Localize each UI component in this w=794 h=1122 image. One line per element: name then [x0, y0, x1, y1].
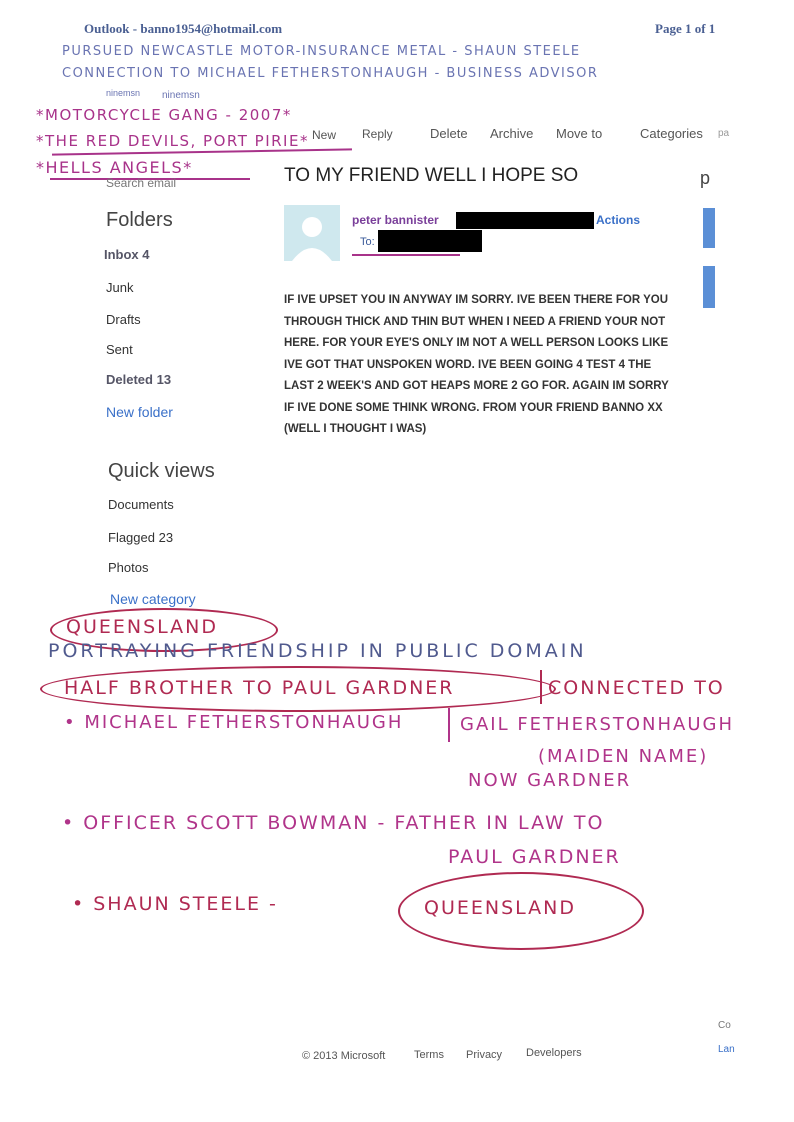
handwritten-michael: • MICHAEL FETHERSTONHAUGH: [64, 712, 404, 733]
sidebar-item-label: Drafts: [106, 312, 141, 327]
sidebar-item-drafts[interactable]: [106, 312, 141, 327]
message-body: IF IVE UPSET YOU IN ANYWAY IM SORRY. IVE BEEN THERE FOR YOU THROUGH THICK AND THIN BUT WHEN I NEED A FRIEND YOUR NOT HERE. FOR YOUR EYE'S ONLY IM NOT A WELL PERSON LOOKS LIKE IVE GOT THAT UNSPOKEN WORD. IVE BEEN GOING 4 TEST 4 THE LAST 2 WEEK'S AND GOT HEAPS MORE 2 GO FOR. AGAIN IM SORRY IF IVE DONE SOME THINK WRONG. FROM YOUR FRIEND BANNO XX (WELL I THOUGHT I WAS): [284, 294, 669, 435]
handwritten-gail: GAIL FETHERSTONHAUGH: [460, 714, 735, 735]
footer-developers-link[interactable]: Developers: [526, 1047, 582, 1059]
sidebar-item-label: Inbox: [104, 247, 139, 262]
handwritten-note-line1: PURSUED NEWCASTLE MOTOR-INSURANCE METAL - SHAUN STEELE: [62, 44, 581, 59]
handwritten-half-brother: HALF BROTHER TO PAUL GARDNER: [64, 677, 455, 699]
redacted-recipient: [378, 230, 482, 252]
toolbar-overflow: pa: [718, 128, 730, 139]
toolbar-reply-button[interactable]: Reply: [362, 127, 393, 141]
handwritten-motorcycle-gang: *MOTORCYCLE GANG - 2007*: [36, 106, 292, 124]
quick-view-flagged[interactable]: [108, 530, 173, 545]
sidebar-item-label: Sent: [106, 342, 133, 357]
handwritten-officer: • OFFICER SCOTT BOWMAN - FATHER IN LAW TO: [62, 812, 605, 834]
handwritten-maiden-name: (MAIDEN NAME): [538, 746, 709, 767]
sidebar-item-label: Junk: [106, 280, 134, 295]
toolbar-categories-button[interactable]: Categories: [640, 126, 703, 141]
sender-avatar: [284, 205, 340, 261]
ninemsn-logo-small: ninemsn: [106, 88, 141, 98]
divider-mark: [448, 708, 450, 742]
sidebar-item-inbox[interactable]: [104, 247, 150, 262]
sender-underline: [352, 254, 460, 256]
quick-view-documents[interactable]: [108, 497, 174, 512]
handwritten-now-gardner: NOW GARDNER: [468, 770, 632, 791]
sidebar-item-junk[interactable]: [106, 280, 133, 295]
toolbar-move-to-button[interactable]: Move to: [556, 126, 603, 141]
to-label: To:: [360, 236, 375, 248]
quick-view-label: Photos: [108, 560, 149, 575]
search-email-input[interactable]: Search email: [106, 176, 177, 190]
page-header-left: Outlook - banno1954@hotmail.com: [84, 21, 283, 36]
ninemsn-logo: ninemsn: [162, 90, 200, 101]
inbox-count: 4: [142, 247, 150, 262]
new-folder-link[interactable]: New folder: [106, 404, 173, 420]
side-panel-button-bottom[interactable]: [703, 266, 715, 308]
quick-view-label: Flagged: [108, 530, 155, 545]
quick-view-label: Documents: [108, 497, 174, 512]
handwritten-shaun-steele: • SHAUN STEELE -: [72, 893, 278, 915]
handwritten-note-line2: CONNECTION TO MICHAEL FETHERSTONHAUGH - BUSINESS ADVISOR: [62, 66, 599, 81]
handwritten-hells-angels: *HELLS ANGELS*: [36, 158, 193, 177]
flagged-count: 23: [158, 530, 174, 545]
toolbar-archive-button[interactable]: Archive: [490, 126, 534, 141]
handwritten-paul-gardner: PAUL GARDNER: [448, 846, 621, 868]
sidebar-item-label: Deleted: [106, 372, 153, 387]
handwritten-queensland: QUEENSLAND: [66, 616, 219, 638]
person-icon: [284, 205, 340, 261]
sidebar-item-sent[interactable]: [106, 342, 133, 357]
corner-link-bottom[interactable]: Lan: [718, 1044, 735, 1055]
side-panel-button-top[interactable]: [703, 208, 715, 248]
message-subject: TO MY FRIEND WELL I HOPE SO: [284, 165, 579, 186]
footer-copyright: © 2013 Microsoft: [302, 1050, 386, 1062]
handwritten-portraying: PORTRAYING FRIENDSHIP IN PUBLIC DOMAIN: [48, 640, 587, 662]
handwritten-red-devils: *THE RED DEVILS, PORT PIRIE*: [36, 132, 309, 150]
page-header-right: Page 1 of 1: [655, 21, 716, 36]
toolbar-new-button[interactable]: New: [312, 128, 337, 142]
sidebar-item-deleted[interactable]: [106, 372, 171, 387]
handwritten-connected-to: CONNECTED TO: [548, 677, 725, 699]
deleted-count: 13: [156, 372, 172, 387]
right-pane-cut-text: p: [700, 168, 711, 188]
divider-mark: [540, 670, 542, 704]
quick-views-heading: Quick views: [108, 460, 215, 482]
quick-view-photos[interactable]: [108, 560, 148, 575]
footer-privacy-link[interactable]: Privacy: [466, 1049, 503, 1061]
new-category-link[interactable]: New category: [110, 591, 196, 607]
redacted-sender-email: [456, 212, 594, 229]
corner-text-top: Co: [718, 1020, 731, 1031]
toolbar-delete-button[interactable]: Delete: [430, 126, 468, 141]
sender-name[interactable]: peter bannister: [352, 213, 439, 227]
folders-heading: Folders: [106, 209, 173, 231]
footer-terms-link[interactable]: Terms: [414, 1049, 444, 1061]
actions-menu[interactable]: Actions: [596, 213, 641, 227]
handwritten-queensland-2: QUEENSLAND: [424, 897, 577, 919]
